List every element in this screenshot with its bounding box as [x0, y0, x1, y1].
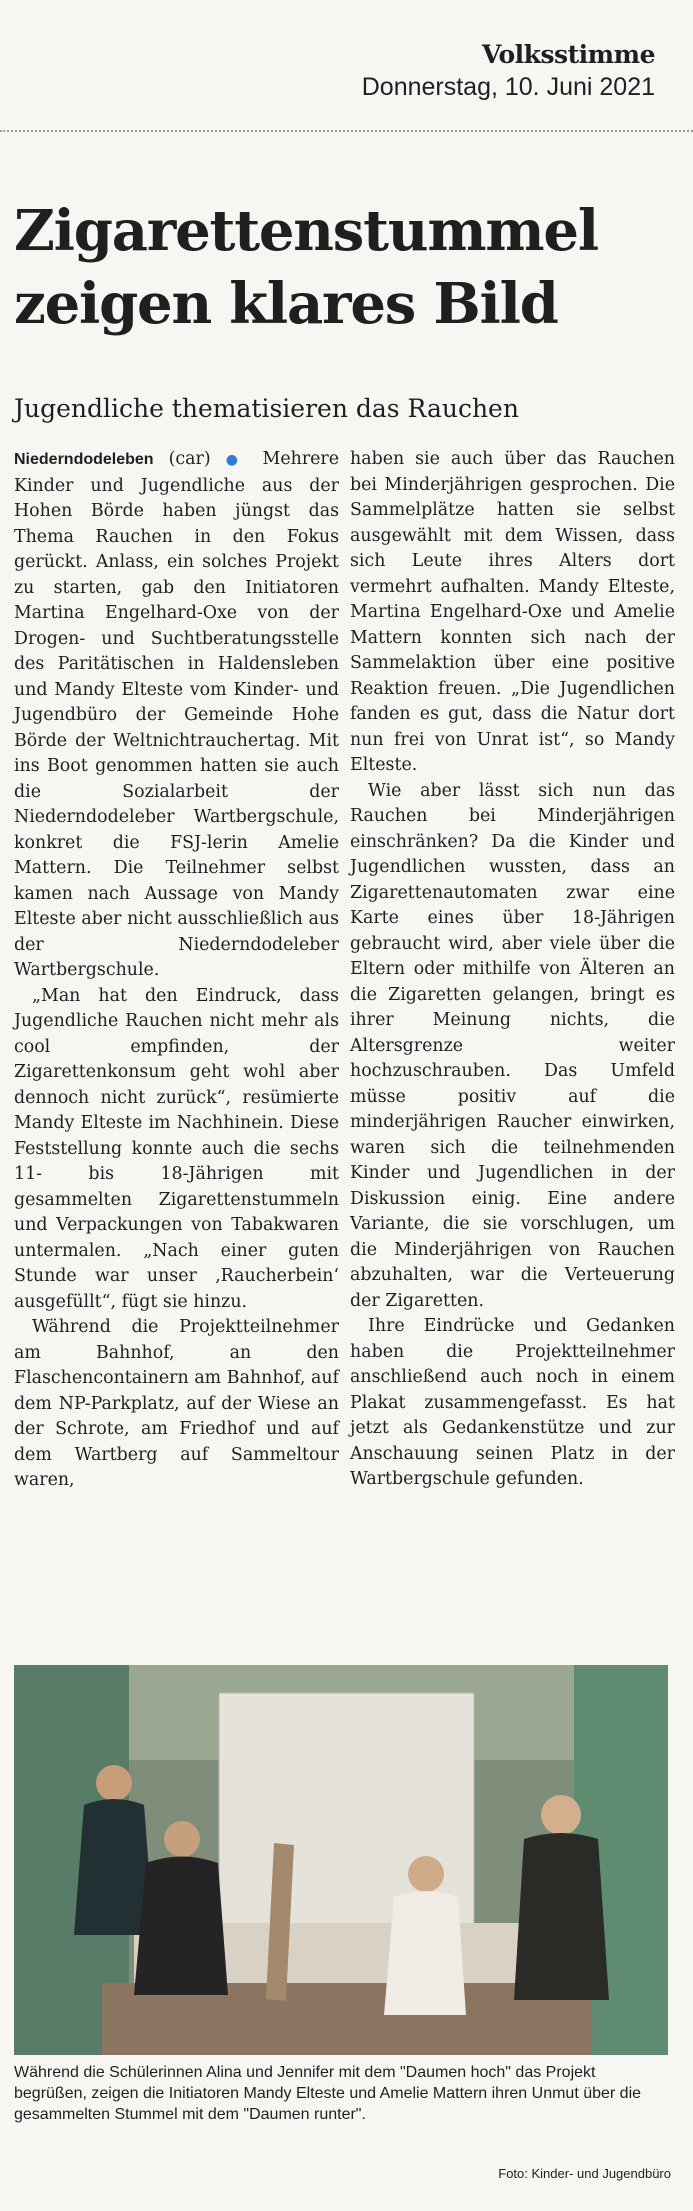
article-paragraph: haben sie auch über das Rauchen bei Minderjährigen gesprochen. Die Sammelplätze hatten sie selbst ausgewählt mit dem Wissen, dass sich Leute ihres Alters dort vermehrt aufhalten. Mandy Elteste, Martina Engelhard-Oxe und Amelie Mattern konnten sich nach der Sammelaktion über eine positive Reaktion freuen. „Die Jugendlichen fanden es gut, dass die Natur dort nun frei von Unrat ist“, so Mandy Elteste. [350, 449, 675, 775]
photo-credit: Foto: Kinder- und Jugendbüro [498, 2166, 671, 2181]
dateline: Niederndodeleben [14, 451, 154, 468]
blue-bullet-icon: ● [225, 452, 248, 468]
headline-line-1: Zigarettenstummel [14, 198, 598, 264]
newspaper-name: Volksstimme [481, 40, 655, 69]
article-paragraph: „Man hat den Eindruck, dass Jugendliche Rauchen nicht mehr als cool empfinden, der Zigarettenkonsum geht wohl aber dennoch nicht zurück“, resümierte Mandy Elteste im Nachhinein. Diese Feststellung konnte auch die sechs 11- bis 18-Jährigen mit gesammelten Zigarettenstummeln und Verpackungen von Tabakwaren untermalen. „Nach einer guten Stunde war unser ‚Raucherbein‘ ausgefüllt“, fügt sie hinzu. [14, 985, 339, 1312]
author-code: (car) [168, 449, 211, 469]
article-column-right [350, 447, 675, 1493]
article-paragraph: Ihre Eindrücke und Gedanken haben die Projektteilnehmer anschließend auch noch in einem Plakat zusammengefasst. Es hat jetzt als Gedankenstütze und zur Anschauung seinen Platz in der Wartbergschule gefunden. [350, 1316, 675, 1489]
article-column-left [14, 447, 339, 1494]
masthead [362, 40, 655, 102]
article-paragraph [14, 447, 339, 984]
paragraph-text: Mehrere Kinder und Jugendliche aus der Hohen Börde haben jüngst das Thema Rauchen in den Fokus gerückt. Anlass, ein solches Projekt zu starten, gab den Initiatoren Martina Engelhard-Oxe von der Drogen- und Suchtberatungsstelle des Paritätischen in Haldensleben und Mandy Elteste vom Kinder- und Jugendbüro der Gemeinde Hohe Börde der Weltnichtrauchertag. Mit ins Boot genommen hatten sie auch die Sozialarbeit der Niederndodeleber Wartbergschule, konkret die FSJ-lerin Amelie Mattern. Die Teilnehmer selbst kamen nach Aussage von Mandy Elteste aber nicht ausschließlich aus der Niederndodeleber Wartbergschule. [14, 449, 340, 980]
photo-caption: Während die Schülerinnen Alina und Jennifer mit dem "Daumen hoch" das Projekt begrüßen, zeigen die Initiatoren Mandy Elteste und Amelie Mattern ihren Unmut über die gesammelten Stummel mit dem "Daumen runter". [14, 2064, 642, 2123]
headline [14, 195, 674, 341]
article-photo [14, 1665, 668, 2055]
publication-date: Donnerstag, 10. Juni 2021 [361, 73, 655, 101]
classroom-photo-illustration [14, 1665, 668, 2055]
subheadline: Jugendliche thematisieren das Rauchen [14, 394, 519, 423]
article-paragraph: Während die Projektteilnehmer am Bahnhof, an den Flaschencontainern am Bahnhof, auf dem NP-Parkplatz, auf der Wiese an der Schrote, am Friedhof und auf dem Wartberg auf Sammeltour waren, [14, 1317, 339, 1490]
headline-line-2: zeigen klares Bild [14, 271, 558, 337]
masthead-divider [0, 130, 693, 132]
article-paragraph: Wie aber lässt sich nun das Rauchen bei Minderjährigen einschränken? Da die Kinder und Jugendlichen wussten, dass an Zigarettenautomaten zwar eine Karte eines über 18-Jährigen gebraucht wird, aber viele über die Eltern oder mithilfe von Älteren an die Zigaretten gelangen, bringt es ihrer Meinung nichts, die Altersgrenze weiter hochzuschrauben. Das Umfeld müsse positiv auf die minderjährigen Raucher einwirken, waren sich die teilnehmenden Kinder und Jugendlichen in der Diskussion einig. Eine andere Variante, die sie vorschlugen, um die Minderjährigen von Rauchen abzuhalten, war die Verteuerung der Zigaretten. [350, 780, 675, 1311]
